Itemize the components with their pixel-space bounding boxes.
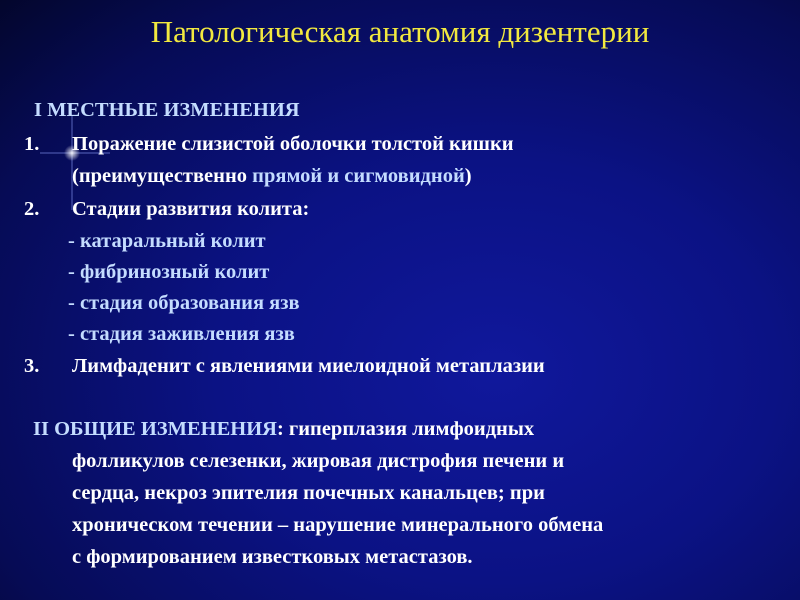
section1-heading: I МЕСТНЫЕ ИЗМЕНЕНИЯ — [34, 99, 300, 121]
text-prefix: (преимущественно — [72, 165, 253, 187]
sparkle-star-icon — [40, 115, 110, 210]
section2-line: с формированием известковых метастазов. — [72, 546, 473, 568]
stage-item: - стадия заживления язв — [68, 323, 295, 345]
slide-title: Патологическая анатомия дизентерии — [150, 14, 650, 49]
stage-item: - стадия образования язв — [68, 292, 300, 314]
list-number: 3. — [24, 355, 40, 377]
section2-heading: II ОБЩИЕ ИЗМЕНЕНИЯ — [33, 418, 277, 440]
stage-item: - фибринозный колит — [68, 261, 270, 283]
section2-line: сердца, некроз эпителия почечных канальцев; при — [72, 482, 545, 504]
section2-colon: : — [276, 418, 284, 440]
list-item-text: Лимфаденит с явлениями миелоидной метаплазии — [72, 355, 545, 377]
list-item-text: Поражение слизистой оболочки толстой кишки — [72, 133, 514, 155]
text-suffix: ) — [464, 165, 472, 187]
section2-line: хроническом течении – нарушение минерального обмена — [72, 514, 604, 536]
section2-line: фолликулов селезенки, жировая дистрофия печени и — [72, 450, 565, 472]
section2-first-line — [33, 418, 534, 441]
list-number: 2. — [24, 198, 40, 220]
list-item-text-continued — [72, 165, 472, 188]
list-item-text: Стадии развития колита: — [72, 198, 310, 220]
list-number: 1. — [24, 133, 40, 155]
highlight-text: прямой и сигмовидной — [252, 165, 465, 187]
stage-item: - катаральный колит — [68, 230, 266, 252]
section2-text: гиперплазия лимфоидных — [283, 418, 535, 440]
